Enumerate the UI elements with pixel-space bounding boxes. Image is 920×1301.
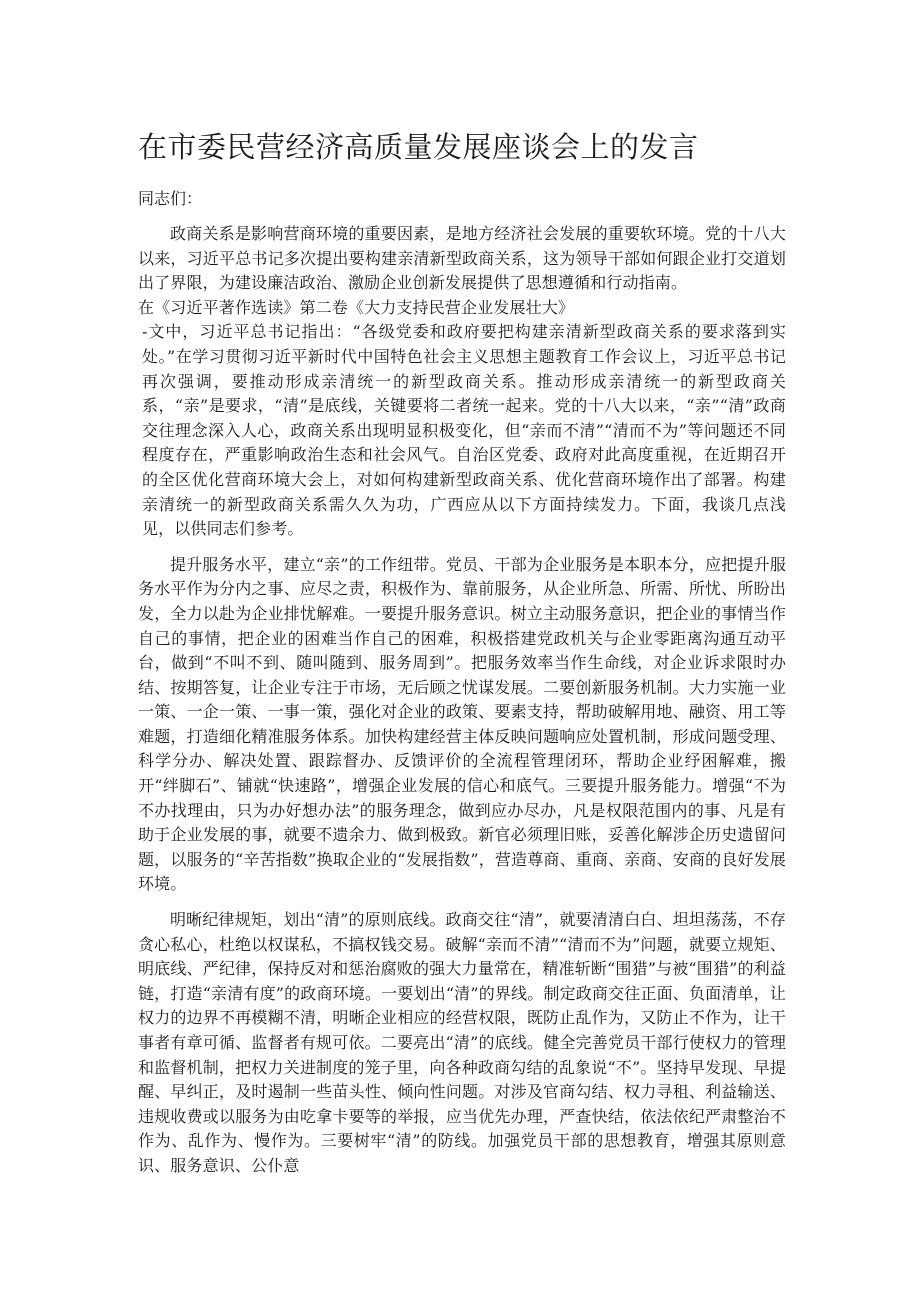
salutation: 同志们： [138,189,203,208]
paragraph-reference: 在《习近平著作选读》第二卷《大力支持民营企业发展壮大》 [138,297,575,317]
paragraph-intro: 政商关系是影响营商环境的重要因素，是地方经济社会发展的重要软环境。党的十八大以来，习近平总书记多次提出要构建亲清新型政商关系，这为领导干部如何跟企业打交道划出了界限，为建设廉洁政治、激励企业创新发展提供了思想遵循和行动指南。 [138,224,786,293]
paragraph-service: 提升服务水平，建立“亲”的工作纽带。党员、干部为企业服务是本职本分，应把提升服务水平作为分内之事、应尽之责，积极作为、靠前服务，从企业所急、所需、所忧、所盼出发，全力以赴为企业排忧解难。一要提升服务意识。树立主动服务意识，把企业的事情当作自己的事情，把企业的困难当作自己的困难，积极搭建党政机关与企业零距离沟通互动平台，做到“不叫不到、随叫随到、服务周到”。把服务效率当作生命线，对企业诉求限时办结、按期答复，让企业专注于市场，无后顾之忧谋发展。二要创新服务机制。大力实施一业一策、一企一策、一事一策，强化对企业的政策、要素支持，帮助破解用地、融资、用工等难题，打造细化精准服务体系。加快构建经营主体反映问题响应处置机制，形成问题受理、科学分办、解决处置、跟踪督办、反馈评价的全流程管理闭环，帮助企业纾困解难，搬开“绊脚石”、铺就“快速路”，增强企业发展的信心和底气。三要提升服务能力。增强“不为不办找理由，只为办好想办法”的服务理念，做到应办尽办，凡是权限范围内的事、凡是有助于企业发展的事，就要不遗余力、做到极致。新官必须理旧账，妥善化解涉企历史遗留问题，以服务的“辛苦指数”换取企业的“发展指数”，营造尊商、重商、亲商、安商的良好发展环境。 [138,554,786,894]
paragraph-intro-continued: -文中，习近平总书记指出：“各级党委和政府要把构建亲清新型政商关系的要求落到实处。”在学习贯彻习近平新时代中国特色社会主义思想主题教育工作会议上，习近平总书记再次强调，要推动形成亲清统一的新型政商关系。推动形成亲清统一的新型政商关系，“亲”是要求，“清”是底线，关键要将二者统一起来。党的十八大以来，“亲”“清”政商交往理念深入人心，政商关系出现明显积极变化，但“亲而不清”“清而不为”等问题还不同程度存在，严重影响政治生态和社会风气。自治区党委、政府对此高度重视，在近期召开的全区优化营商环境大会上，对如何构建新型政商关系、优化营商环境作出了部署。构建亲清统一的新型政商关系需久久为功，广西应从以下方面持续发力。下面，我谈几点浅见，以供同志们参考。 [142,322,786,539]
paragraph-discipline: 明晰纪律规矩，划出“清”的原则底线。政商交往“清”，就要清清白白、坦坦荡荡，不存贪心私心，杜绝以权谋私，不搞权钱交易。破解“亲而不清”“清而不为”问题，就要立规矩、明底线、严纪律，保持反对和惩治腐败的强大力量常在，精准斩断“围猎”与被“围猎”的利益链，打造“亲清有度”的政商环境。一要划出“清”的界线。制定政商交往正面、负面清单，让权力的边界不再模糊不清，明晰企业相应的经营权限，既防止乱作为，又防止不作为，让干事者有章可循、监督者有规可依。二要亮出“清”的底线。健全完善党员干部行使权力的管理和监督机制，把权力关进制度的笼子里，向各种政商勾结的乱象说“不”。坚持早发现、早提醒、早纠正，及时遏制一些苗头性、倾向性问题。对涉及官商勾结、权力寻租、利益输送、违规收费或以服务为由吃拿卡要等的举报，应当优先办理，严查快结，依法依纪严肃整治不作为、乱作为、慢作为。三要树牢“清”的防线。加强党员干部的思想教育，增强其原则意识、服务意识、公仆意 [138,910,786,1175]
document-page [138,118,786,1179]
document-title: 在市委民营经济高质量发展座谈会上的发言 [138,130,699,164]
